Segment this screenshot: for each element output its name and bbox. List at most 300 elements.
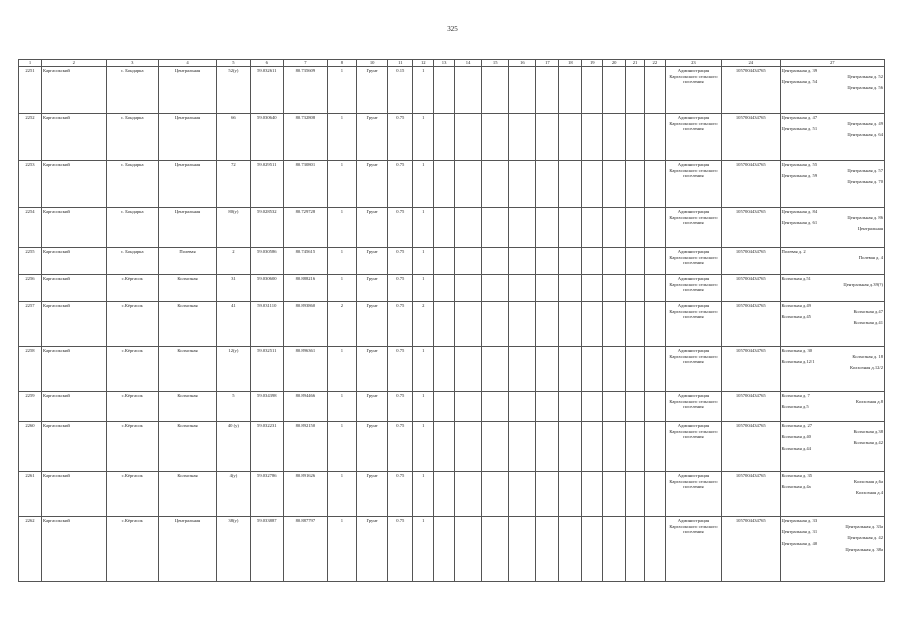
cell-empty [559, 517, 582, 582]
cell-street: Колхозная [158, 347, 216, 392]
cell-lon: 80.893860 [283, 302, 327, 347]
column-header: 14 [455, 60, 482, 67]
served-address: Центральная д. 54 [781, 79, 818, 85]
cell-empty [582, 67, 603, 114]
cell-served-addresses [780, 275, 885, 302]
cell-empty [509, 208, 536, 248]
cell-empty [509, 275, 536, 302]
cell-area: 0.75 [388, 517, 413, 582]
column-header: 23 [665, 60, 721, 67]
cell-lon: 80.896361 [283, 347, 327, 392]
cell-empty [626, 208, 645, 248]
cell-ogrn: 1057004434765 [722, 347, 780, 392]
cell-lat: 59.032786 [250, 472, 283, 517]
cell-house: 66 [217, 114, 250, 161]
cell-ogrn: 1057004434765 [722, 248, 780, 275]
cell-empty [455, 347, 482, 392]
cell-ogrn: 1057004434765 [722, 161, 780, 208]
served-address: Колхозная д.12/1 [781, 359, 815, 365]
cell-empty [582, 161, 603, 208]
cell-district: Каргасокский [41, 114, 106, 161]
cell-empty [536, 208, 559, 248]
table-row [19, 275, 885, 302]
cell-empty [603, 114, 626, 161]
cell-surface: Грунт [356, 472, 387, 517]
cell-empty [644, 114, 665, 161]
cell-district: Каргасокский [41, 275, 106, 302]
cell-lat: 59.028532 [250, 208, 283, 248]
cell-lon: 80.894466 [283, 392, 327, 422]
cell-empty [559, 275, 582, 302]
column-header: 8 [327, 60, 356, 67]
cell-empty [603, 302, 626, 347]
column-header: 10 [356, 60, 387, 67]
table-row [19, 517, 885, 582]
served-address: Центральная д. 38а [845, 546, 883, 552]
cell-empty [434, 517, 455, 582]
cell-house: 31 [217, 275, 250, 302]
served-address: Колхозная д. 7 [781, 393, 810, 398]
cell-lon: 80.887797 [283, 517, 327, 582]
cell-empty [603, 517, 626, 582]
cell-id: 2254 [19, 208, 42, 248]
column-header: 5 [217, 60, 250, 67]
cell-lat: 59.032611 [250, 67, 283, 114]
cell-settlement: с. Бондарка [106, 208, 158, 248]
cell-surface: Грунт [356, 422, 387, 472]
table-row [19, 248, 885, 275]
cell-owner: Администрация Каргасокского сельского поселения [665, 208, 721, 248]
cell-ogrn: 1057004434765 [722, 302, 780, 347]
served-address: Колхозная д.40 [781, 434, 811, 440]
served-address: Центральная д. 55 [781, 162, 818, 167]
cell-street: Колхозная [158, 472, 216, 517]
cell-lat: 59.032231 [250, 422, 283, 472]
cell-lat: 59.030600 [250, 275, 283, 302]
served-address: Колхозная д. 30 [781, 348, 813, 353]
cell-empty [434, 67, 455, 114]
cell-empty [644, 208, 665, 248]
cell-district: Каргасокский [41, 208, 106, 248]
cell-id: 2256 [19, 275, 42, 302]
cell-street: Колхозная [158, 422, 216, 472]
column-header: 27 [780, 60, 885, 67]
served-address: Колхозная д.4 [855, 490, 883, 496]
cell-settlement: с.Кёргасок [106, 302, 158, 347]
cell-empty [644, 517, 665, 582]
table-row [19, 392, 885, 422]
column-header: 2 [41, 60, 106, 67]
cell-empty [626, 302, 645, 347]
column-header: 6 [250, 60, 283, 67]
cell-served-addresses [780, 248, 885, 275]
cell-empty [455, 422, 482, 472]
cell-empty [603, 248, 626, 275]
cell-empty [455, 302, 482, 347]
cell-house: 80(у) [217, 208, 250, 248]
served-address: Центральная д. 86 [847, 214, 883, 220]
cell-empty [482, 275, 509, 302]
cell-street: Полевая [158, 248, 216, 275]
cell-lat: 59.030586 [250, 248, 283, 275]
cell-empty [482, 517, 509, 582]
served-address: Центральная д. 33 [781, 518, 818, 523]
cell-street: Центральная [158, 114, 216, 161]
cell-empty [482, 392, 509, 422]
cell-count: 1 [413, 517, 434, 582]
served-address: Полевая д. 4 [858, 254, 883, 260]
cell-id: 2258 [19, 347, 42, 392]
served-address: Центральная д. 42 [847, 535, 883, 541]
cell-num: 1 [327, 472, 356, 517]
cell-empty [455, 392, 482, 422]
cell-empty [434, 208, 455, 248]
cell-street: Центральная [158, 67, 216, 114]
cell-empty [582, 517, 603, 582]
cell-count: 1 [413, 347, 434, 392]
cell-area: 0.75 [388, 248, 413, 275]
cell-id: 2262 [19, 517, 42, 582]
cell-served-addresses [780, 422, 885, 472]
cell-area: 0.75 [388, 302, 413, 347]
cell-area: 0.75 [388, 208, 413, 248]
served-address: Центральная д. 33а [845, 523, 883, 529]
served-address: Центральная д. 31 [781, 529, 818, 535]
served-address: Колхозная д.49 [781, 303, 811, 308]
cell-empty [644, 422, 665, 472]
cell-lon: 80.888216 [283, 275, 327, 302]
cell-empty [455, 248, 482, 275]
cell-empty [582, 422, 603, 472]
cell-empty [536, 302, 559, 347]
cell-empty [434, 302, 455, 347]
cell-empty [482, 114, 509, 161]
table-row [19, 114, 885, 161]
cell-surface: Грунт [356, 275, 387, 302]
cell-empty [626, 347, 645, 392]
cell-lat: 59.030640 [250, 114, 283, 161]
cell-empty [434, 347, 455, 392]
cell-settlement: с.Кёргасок [106, 347, 158, 392]
cell-empty [434, 472, 455, 517]
cell-empty [482, 302, 509, 347]
cell-empty [509, 248, 536, 275]
cell-empty [455, 208, 482, 248]
cell-owner: Администрация Каргасокского сельского поселения [665, 114, 721, 161]
served-address: Колхозная д.4а [781, 484, 811, 490]
cell-empty [509, 161, 536, 208]
cell-empty [536, 67, 559, 114]
cell-owner: Администрация Каргасокского сельского поселения [665, 347, 721, 392]
cell-settlement: с. Бондарка [106, 161, 158, 208]
cell-house: 40 (у) [217, 422, 250, 472]
cell-empty [509, 392, 536, 422]
cell-empty [626, 517, 645, 582]
cell-settlement: с. Бондарка [106, 114, 158, 161]
served-address: Колхозная д.6а [853, 478, 883, 484]
column-header: 22 [644, 60, 665, 67]
cell-empty [559, 302, 582, 347]
cell-district: Каргасокский [41, 248, 106, 275]
cell-empty [482, 208, 509, 248]
cell-served-addresses [780, 472, 885, 517]
cell-empty [582, 347, 603, 392]
cell-empty [559, 472, 582, 517]
cell-id: 2253 [19, 161, 42, 208]
cell-empty [644, 161, 665, 208]
cell-settlement: с. Бондарка [106, 248, 158, 275]
cell-house: 5 [217, 392, 250, 422]
cell-num: 2 [327, 302, 356, 347]
column-header: 12 [413, 60, 434, 67]
cell-area: 0.15 [388, 67, 413, 114]
cell-surface: Грунт [356, 114, 387, 161]
cell-empty [509, 302, 536, 347]
cell-empty [603, 422, 626, 472]
cell-ogrn: 1057004434765 [722, 275, 780, 302]
cell-id: 2260 [19, 422, 42, 472]
cell-house: 72 [217, 161, 250, 208]
cell-id: 2261 [19, 472, 42, 517]
served-address: Центральная д. 40 [781, 540, 818, 546]
cell-owner: Администрация Каргасокского сельского поселения [665, 472, 721, 517]
header-row [19, 60, 885, 67]
cell-street: Центральная [158, 161, 216, 208]
cell-settlement: с.Кёргасок [106, 517, 158, 582]
cell-empty [626, 248, 645, 275]
cell-empty [536, 275, 559, 302]
cell-area: 0.75 [388, 472, 413, 517]
cell-empty [536, 161, 559, 208]
cell-empty [603, 208, 626, 248]
cell-lon: 80.730801 [283, 161, 327, 208]
table-row [19, 67, 885, 114]
cell-empty [434, 392, 455, 422]
column-header: 16 [509, 60, 536, 67]
cell-surface: Грунт [356, 208, 387, 248]
cell-owner: Администрация Каргасокского сельского поселения [665, 67, 721, 114]
cell-empty [626, 67, 645, 114]
cell-street: Колхозная [158, 275, 216, 302]
column-header: 17 [536, 60, 559, 67]
cell-empty [603, 347, 626, 392]
cell-count: 1 [413, 208, 434, 248]
served-address: Колхозная д. 35 [781, 473, 813, 478]
cell-district: Каргасокский [41, 517, 106, 582]
cell-id: 2255 [19, 248, 42, 275]
cell-empty [559, 208, 582, 248]
served-address: Центральная д. 52 [847, 73, 883, 79]
cell-ogrn: 1057004434765 [722, 422, 780, 472]
cell-house: 2 [217, 248, 250, 275]
cell-empty [644, 347, 665, 392]
cell-empty [455, 161, 482, 208]
served-address: Центральная [857, 226, 883, 232]
cell-empty [603, 67, 626, 114]
cell-empty [536, 347, 559, 392]
cell-owner: Администрация Каргасокского сельского поселения [665, 248, 721, 275]
column-header: 3 [106, 60, 158, 67]
cell-empty [626, 114, 645, 161]
cell-count: 1 [413, 392, 434, 422]
cell-empty [644, 392, 665, 422]
cell-street: Центральная [158, 208, 216, 248]
cell-house: 52(у) [217, 67, 250, 114]
table-row [19, 472, 885, 517]
cell-owner: Администрация Каргасокского сельского поселения [665, 302, 721, 347]
cell-num: 1 [327, 422, 356, 472]
cell-house: 4(у) [217, 472, 250, 517]
cell-empty [509, 517, 536, 582]
cell-empty [626, 161, 645, 208]
cell-count: 1 [413, 67, 434, 114]
cell-empty [626, 472, 645, 517]
served-address: Полевая д. 2 [781, 249, 806, 254]
cell-empty [434, 422, 455, 472]
cell-empty [603, 275, 626, 302]
served-address: Колхозная д.47 [853, 308, 883, 314]
cell-empty [482, 347, 509, 392]
cell-owner: Администрация Каргасокского сельского поселения [665, 275, 721, 302]
served-address: Центральная д. 84 [781, 209, 818, 214]
cell-district: Каргасокский [41, 67, 106, 114]
cell-served-addresses [780, 67, 885, 114]
cell-ogrn: 1057004434765 [722, 472, 780, 517]
cell-surface: Грунт [356, 67, 387, 114]
cell-empty [536, 422, 559, 472]
cell-area: 0.75 [388, 392, 413, 422]
cell-empty [482, 161, 509, 208]
cell-empty [434, 161, 455, 208]
served-address: Колхозная д.51 [781, 276, 811, 281]
cell-num: 1 [327, 392, 356, 422]
served-address: Колхозная д.38 [853, 428, 883, 434]
table-row [19, 302, 885, 347]
cell-settlement: с.Кёргасок [106, 392, 158, 422]
cell-empty [536, 248, 559, 275]
served-address: Центральная д. 39 [781, 68, 818, 73]
cell-empty [559, 67, 582, 114]
cell-surface: Грунт [356, 347, 387, 392]
register-table [18, 59, 885, 582]
cell-num: 1 [327, 114, 356, 161]
cell-empty [455, 275, 482, 302]
cell-owner: Администрация Каргасокского сельского поселения [665, 392, 721, 422]
cell-empty [536, 517, 559, 582]
cell-empty [482, 248, 509, 275]
cell-empty [626, 422, 645, 472]
served-address: Колхозная д.42 [853, 440, 883, 446]
cell-surface: Грунт [356, 392, 387, 422]
cell-surface: Грунт [356, 161, 387, 208]
served-address: Колхозная д. 27 [781, 423, 813, 428]
cell-served-addresses [780, 347, 885, 392]
cell-surface: Грунт [356, 517, 387, 582]
cell-empty [559, 347, 582, 392]
cell-district: Каргасокский [41, 472, 106, 517]
cell-empty [434, 248, 455, 275]
cell-lon: 80.891626 [283, 472, 327, 517]
cell-lon: 80.729728 [283, 208, 327, 248]
cell-empty [434, 114, 455, 161]
cell-served-addresses [780, 392, 885, 422]
cell-street: Колхозная [158, 302, 216, 347]
cell-served-addresses [780, 302, 885, 347]
cell-settlement: с. Бондарка [106, 67, 158, 114]
cell-lat: 59.032511 [250, 347, 283, 392]
column-header: 19 [582, 60, 603, 67]
table-row [19, 208, 885, 248]
cell-owner: Администрация Каргасокского сельского поселения [665, 517, 721, 582]
cell-count: 1 [413, 275, 434, 302]
cell-id: 2257 [19, 302, 42, 347]
column-header: 7 [283, 60, 327, 67]
cell-area: 0.75 [388, 347, 413, 392]
cell-settlement: с.Кёргасок [106, 472, 158, 517]
column-header: 21 [626, 60, 645, 67]
served-address: Центральная д. 49 [847, 120, 883, 126]
served-address: Центральная д.39(?) [843, 281, 883, 287]
served-address: Колхозная д.8 [855, 398, 883, 404]
served-address: Колхозная д.41 [853, 320, 883, 326]
served-address: Центральная д. 51 [781, 126, 818, 132]
cell-house: 41 [217, 302, 250, 347]
served-address: Центральная д. 61 [781, 220, 818, 226]
cell-empty [559, 422, 582, 472]
cell-empty [644, 275, 665, 302]
table-body [19, 67, 885, 582]
cell-district: Каргасокский [41, 422, 106, 472]
cell-served-addresses [780, 114, 885, 161]
cell-ogrn: 1057004434765 [722, 392, 780, 422]
served-address: Колхозная д.12/2 [849, 365, 883, 371]
cell-empty [509, 67, 536, 114]
cell-ogrn: 1057004434765 [722, 517, 780, 582]
cell-empty [582, 392, 603, 422]
column-header: 13 [434, 60, 455, 67]
column-header: 1 [19, 60, 42, 67]
served-address: Центральная д. 47 [781, 115, 818, 120]
cell-owner: Администрация Каргасокского сельского поселения [665, 422, 721, 472]
cell-served-addresses [780, 161, 885, 208]
cell-num: 1 [327, 347, 356, 392]
cell-empty [482, 67, 509, 114]
cell-owner: Администрация Каргасокского сельского поселения [665, 161, 721, 208]
served-address: Центральная д. 56 [847, 85, 883, 91]
cell-area: 0.75 [388, 161, 413, 208]
cell-empty [509, 422, 536, 472]
cell-lon: 80.892150 [283, 422, 327, 472]
cell-count: 1 [413, 422, 434, 472]
column-header: 24 [722, 60, 780, 67]
cell-id: 2251 [19, 67, 42, 114]
cell-empty [559, 114, 582, 161]
cell-lat: 59.031110 [250, 302, 283, 347]
cell-ogrn: 1057004434765 [722, 67, 780, 114]
cell-empty [626, 392, 645, 422]
cell-served-addresses [780, 208, 885, 248]
cell-lon: 80.735609 [283, 67, 327, 114]
cell-id: 2252 [19, 114, 42, 161]
cell-empty [644, 248, 665, 275]
table-row [19, 347, 885, 392]
column-header: 4 [158, 60, 216, 67]
cell-num: 1 [327, 248, 356, 275]
cell-district: Каргасокский [41, 392, 106, 422]
cell-num: 1 [327, 208, 356, 248]
served-address: Центральная д. 70 [847, 179, 883, 185]
cell-house: 38(у) [217, 517, 250, 582]
